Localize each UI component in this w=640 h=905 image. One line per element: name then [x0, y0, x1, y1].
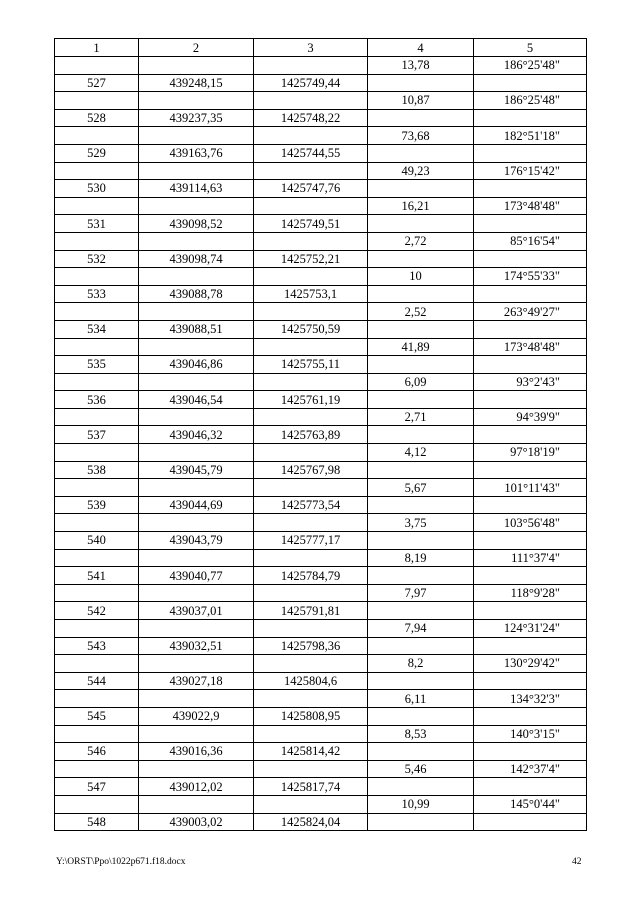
table-cell — [55, 690, 139, 708]
table-cell — [55, 57, 139, 75]
table-cell: 439045,79 — [139, 461, 254, 479]
table-row — [55, 232, 587, 250]
table-cell: 439046,86 — [139, 356, 254, 374]
table-row — [55, 215, 587, 233]
table-row — [55, 144, 587, 162]
table-cell: 182°51'18" — [474, 127, 587, 145]
table-cell: 10 — [368, 268, 474, 286]
table-cell: 73,68 — [368, 127, 474, 145]
table-cell — [474, 320, 587, 338]
table-cell: 1425748,22 — [254, 109, 368, 127]
table-cell — [55, 303, 139, 321]
table-cell: 544 — [55, 672, 139, 690]
table-row — [55, 602, 587, 620]
table-cell: 439088,51 — [139, 320, 254, 338]
table-cell: 439003,02 — [139, 813, 254, 831]
table-row — [55, 444, 587, 462]
table-cell — [139, 162, 254, 180]
table-cell — [474, 391, 587, 409]
table-cell: 130°29'42" — [474, 655, 587, 673]
table-cell — [55, 514, 139, 532]
table-cell: 101°11'43" — [474, 479, 587, 497]
table-cell: 1425747,76 — [254, 180, 368, 198]
table-cell — [139, 760, 254, 778]
table-cell: 186°25'48" — [474, 92, 587, 110]
table-cell — [55, 655, 139, 673]
footer-page-number: 42 — [572, 857, 582, 867]
table-cell: 5,46 — [368, 760, 474, 778]
table-cell — [254, 162, 368, 180]
table-cell: 546 — [55, 743, 139, 761]
table-cell — [368, 215, 474, 233]
table-cell: 94°39'9" — [474, 408, 587, 426]
table-cell — [139, 444, 254, 462]
table-row — [55, 285, 587, 303]
table-cell: 1425814,42 — [254, 743, 368, 761]
table-cell: 134°32'3" — [474, 690, 587, 708]
table-cell: 2,71 — [368, 408, 474, 426]
table-cell: 538 — [55, 461, 139, 479]
table-cell: 540 — [55, 532, 139, 550]
table-cell — [474, 109, 587, 127]
table-row — [55, 637, 587, 655]
table-cell — [474, 74, 587, 92]
table-cell — [368, 672, 474, 690]
table-cell — [254, 795, 368, 813]
table-cell: 532 — [55, 250, 139, 268]
table-cell: 16,21 — [368, 197, 474, 215]
table-row — [55, 320, 587, 338]
table-cell — [474, 637, 587, 655]
table-cell: 531 — [55, 215, 139, 233]
table-cell — [368, 109, 474, 127]
table-cell: 8,2 — [368, 655, 474, 673]
table-cell: 439012,02 — [139, 778, 254, 796]
table-cell: 1425744,55 — [254, 144, 368, 162]
table-row — [55, 461, 587, 479]
table-cell: 1425817,74 — [254, 778, 368, 796]
table-cell — [55, 408, 139, 426]
table-cell: 548 — [55, 813, 139, 831]
table-cell — [368, 74, 474, 92]
table-cell — [55, 444, 139, 462]
table-cell — [368, 285, 474, 303]
table-cell — [474, 250, 587, 268]
table-cell — [368, 320, 474, 338]
table-cell — [254, 232, 368, 250]
table-cell — [55, 232, 139, 250]
table-cell — [139, 92, 254, 110]
table-cell: 8,19 — [368, 549, 474, 567]
table-cell — [368, 461, 474, 479]
table-cell — [254, 514, 368, 532]
table-cell: 142°37'4" — [474, 760, 587, 778]
table-cell: 439044,69 — [139, 496, 254, 514]
table-cell: 176°15'42" — [474, 162, 587, 180]
table-row — [55, 356, 587, 374]
table-cell: 1425804,6 — [254, 672, 368, 690]
table-cell: 1425750,59 — [254, 320, 368, 338]
table-cell: 1425791,81 — [254, 602, 368, 620]
table-row — [55, 672, 587, 690]
table-cell — [139, 127, 254, 145]
table-row — [55, 549, 587, 567]
table-cell: 439098,52 — [139, 215, 254, 233]
table-cell — [139, 795, 254, 813]
table-row — [55, 620, 587, 638]
table-cell — [55, 760, 139, 778]
table-cell: 537 — [55, 426, 139, 444]
table-cell: 93°2'43" — [474, 373, 587, 391]
table-cell: 439088,78 — [139, 285, 254, 303]
table-row — [55, 303, 587, 321]
table-cell — [368, 250, 474, 268]
table-cell: 439027,18 — [139, 672, 254, 690]
table-cell — [55, 127, 139, 145]
coordinates-table — [54, 38, 587, 831]
table-cell: 7,97 — [368, 584, 474, 602]
column-header: 5 — [474, 39, 587, 57]
table-row — [55, 760, 587, 778]
table-cell — [139, 408, 254, 426]
table-cell — [474, 144, 587, 162]
table-cell — [254, 57, 368, 75]
table-cell: 1425798,36 — [254, 637, 368, 655]
table-cell — [254, 690, 368, 708]
table-cell — [368, 391, 474, 409]
table-cell — [474, 532, 587, 550]
table-row — [55, 584, 587, 602]
table-cell — [474, 778, 587, 796]
table-cell: 528 — [55, 109, 139, 127]
table-cell: 439046,32 — [139, 426, 254, 444]
table-row — [55, 197, 587, 215]
table-row — [55, 57, 587, 75]
table-cell: 439037,01 — [139, 602, 254, 620]
table-row — [55, 92, 587, 110]
table-cell — [474, 672, 587, 690]
table-cell — [254, 373, 368, 391]
table-cell — [139, 479, 254, 497]
table-cell: 140°3'15" — [474, 725, 587, 743]
table-cell — [139, 197, 254, 215]
table-cell: 439248,15 — [139, 74, 254, 92]
table-cell: 103°56'48" — [474, 514, 587, 532]
table-cell — [254, 760, 368, 778]
table-cell — [254, 92, 368, 110]
table-cell: 10,99 — [368, 795, 474, 813]
table-cell: 533 — [55, 285, 139, 303]
table-row — [55, 408, 587, 426]
table-cell: 1425773,54 — [254, 496, 368, 514]
table-cell — [368, 602, 474, 620]
table-cell — [139, 655, 254, 673]
table-row — [55, 268, 587, 286]
table-cell: 263°49'27" — [474, 303, 587, 321]
table-cell — [474, 285, 587, 303]
table-cell — [368, 144, 474, 162]
table-cell — [254, 725, 368, 743]
table-cell — [55, 268, 139, 286]
table-cell — [254, 444, 368, 462]
table-cell: 543 — [55, 637, 139, 655]
table-cell — [254, 268, 368, 286]
table-cell: 542 — [55, 602, 139, 620]
table-row — [55, 109, 587, 127]
table-row — [55, 567, 587, 585]
table-cell: 1425753,1 — [254, 285, 368, 303]
table-cell — [55, 373, 139, 391]
table-cell — [368, 637, 474, 655]
table-cell: 97°18'19" — [474, 444, 587, 462]
table-cell: 6,09 — [368, 373, 474, 391]
table-cell — [139, 549, 254, 567]
table-row — [55, 795, 587, 813]
table-cell: 1425752,21 — [254, 250, 368, 268]
table-cell — [254, 655, 368, 673]
table-cell — [55, 584, 139, 602]
table-cell: 439114,63 — [139, 180, 254, 198]
table-cell: 13,78 — [368, 57, 474, 75]
table-cell — [139, 725, 254, 743]
table-cell: 3,75 — [368, 514, 474, 532]
table-row — [55, 391, 587, 409]
column-header: 4 — [368, 39, 474, 57]
table-cell: 1425784,79 — [254, 567, 368, 585]
table-cell — [368, 778, 474, 796]
table-row — [55, 127, 587, 145]
table-cell: 439040,77 — [139, 567, 254, 585]
table-cell: 1425763,89 — [254, 426, 368, 444]
table-cell — [368, 180, 474, 198]
table-cell: 145°0'44" — [474, 795, 587, 813]
table-cell: 529 — [55, 144, 139, 162]
table-cell — [139, 514, 254, 532]
table-cell — [254, 197, 368, 215]
table-cell: 1425761,19 — [254, 391, 368, 409]
table-cell: 439032,51 — [139, 637, 254, 655]
table-cell — [139, 57, 254, 75]
table-cell — [55, 197, 139, 215]
table-cell: 8,53 — [368, 725, 474, 743]
table-cell — [474, 215, 587, 233]
table-cell — [368, 426, 474, 444]
table-cell — [254, 338, 368, 356]
table-cell: 439163,76 — [139, 144, 254, 162]
table-cell — [55, 162, 139, 180]
table-row — [55, 813, 587, 831]
table-cell: 1425824,04 — [254, 813, 368, 831]
table-cell — [139, 232, 254, 250]
table-cell: 118°9'28" — [474, 584, 587, 602]
table-cell: 439237,35 — [139, 109, 254, 127]
table-cell — [254, 127, 368, 145]
table-row — [55, 426, 587, 444]
table-cell: 547 — [55, 778, 139, 796]
table-cell — [474, 707, 587, 725]
table-row — [55, 655, 587, 673]
table-cell — [368, 813, 474, 831]
table-cell: 111°37'4" — [474, 549, 587, 567]
table-cell: 530 — [55, 180, 139, 198]
table-cell — [55, 795, 139, 813]
table-cell — [254, 408, 368, 426]
table-cell — [474, 461, 587, 479]
table-cell — [139, 303, 254, 321]
table-header-row — [55, 39, 587, 57]
table-row — [55, 743, 587, 761]
table-cell — [474, 813, 587, 831]
table-cell: 534 — [55, 320, 139, 338]
table-row — [55, 479, 587, 497]
table-row — [55, 532, 587, 550]
table-cell: 186°25'48" — [474, 57, 587, 75]
table-row — [55, 373, 587, 391]
table-cell — [254, 549, 368, 567]
table-cell: 541 — [55, 567, 139, 585]
table-cell — [55, 338, 139, 356]
table-cell: 6,11 — [368, 690, 474, 708]
table-cell: 439022,9 — [139, 707, 254, 725]
table-cell: 5,67 — [368, 479, 474, 497]
table-cell — [139, 373, 254, 391]
table-cell: 174°55'33" — [474, 268, 587, 286]
table-cell: 439046,54 — [139, 391, 254, 409]
table-cell: 7,94 — [368, 620, 474, 638]
table-row — [55, 180, 587, 198]
table-cell: 1425777,17 — [254, 532, 368, 550]
table-cell: 85°16'54" — [474, 232, 587, 250]
table-row — [55, 690, 587, 708]
table-cell — [474, 496, 587, 514]
table-row — [55, 514, 587, 532]
table-cell — [55, 620, 139, 638]
table-cell — [474, 567, 587, 585]
table-cell: 41,89 — [368, 338, 474, 356]
table-cell: 536 — [55, 391, 139, 409]
table-cell — [55, 479, 139, 497]
table-row — [55, 338, 587, 356]
table-cell — [368, 496, 474, 514]
table-cell: 1425767,98 — [254, 461, 368, 479]
table-cell — [474, 180, 587, 198]
table-cell: 173°48'48" — [474, 338, 587, 356]
table-cell — [139, 584, 254, 602]
table-cell: 173°48'48" — [474, 197, 587, 215]
table-cell: 49,23 — [368, 162, 474, 180]
table-cell: 439016,36 — [139, 743, 254, 761]
table-cell — [474, 743, 587, 761]
table-cell — [55, 725, 139, 743]
table-cell: 1425749,44 — [254, 74, 368, 92]
table-cell: 439043,79 — [139, 532, 254, 550]
table-cell — [55, 92, 139, 110]
table-row — [55, 496, 587, 514]
table-row — [55, 725, 587, 743]
table-row — [55, 778, 587, 796]
table-cell: 10,87 — [368, 92, 474, 110]
table-cell — [254, 303, 368, 321]
table-cell — [139, 338, 254, 356]
table-cell — [55, 549, 139, 567]
table-cell — [254, 620, 368, 638]
table-cell: 124°31'24" — [474, 620, 587, 638]
table-cell — [254, 479, 368, 497]
table-cell: 439098,74 — [139, 250, 254, 268]
table-cell — [368, 743, 474, 761]
table-cell — [368, 567, 474, 585]
table-cell: 1425755,11 — [254, 356, 368, 374]
table-cell — [254, 584, 368, 602]
table-cell: 539 — [55, 496, 139, 514]
column-header: 2 — [139, 39, 254, 57]
table-cell — [139, 690, 254, 708]
table-cell: 545 — [55, 707, 139, 725]
column-header: 3 — [254, 39, 368, 57]
column-header: 1 — [55, 39, 139, 57]
table-body — [55, 57, 587, 831]
table-cell: 1425808,95 — [254, 707, 368, 725]
table-cell — [139, 620, 254, 638]
table-cell — [368, 356, 474, 374]
table-cell — [368, 707, 474, 725]
table-cell: 2,72 — [368, 232, 474, 250]
table-cell — [368, 532, 474, 550]
table-cell: 535 — [55, 356, 139, 374]
table-cell — [474, 426, 587, 444]
table-row — [55, 707, 587, 725]
table-cell: 2,52 — [368, 303, 474, 321]
footer-file-path: Y:\ORST\Ppo\1022p671.f18.docx — [56, 857, 186, 867]
table-cell: 1425749,51 — [254, 215, 368, 233]
table-row — [55, 162, 587, 180]
table-cell — [474, 602, 587, 620]
table-cell — [139, 268, 254, 286]
table-row — [55, 74, 587, 92]
table-cell: 4,12 — [368, 444, 474, 462]
table-cell — [474, 356, 587, 374]
table-cell: 527 — [55, 74, 139, 92]
table-row — [55, 250, 587, 268]
